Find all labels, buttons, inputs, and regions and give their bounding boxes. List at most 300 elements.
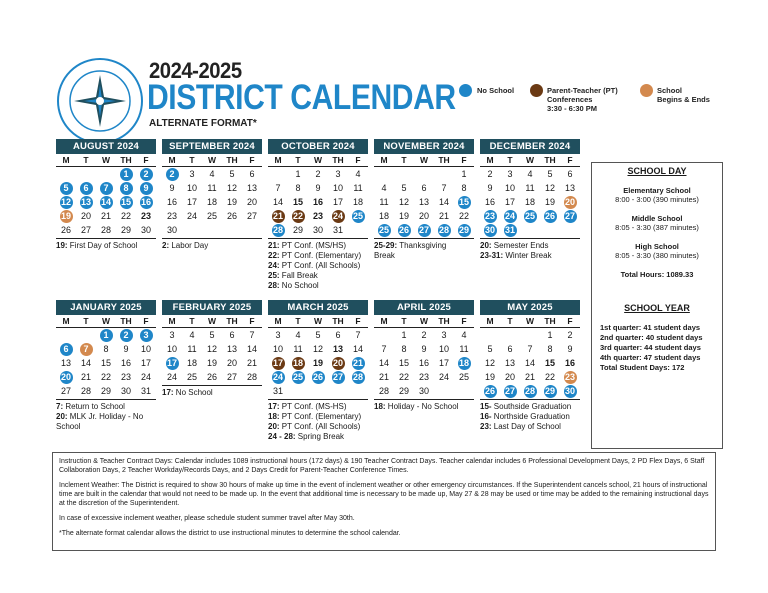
calendar-day: 16: [166, 197, 177, 207]
calendar-day: 24: [186, 211, 197, 221]
month-header: NOVEMBER 2024: [374, 139, 474, 154]
month-note: 23-31: Winter Break: [480, 251, 552, 260]
info-panel: [591, 162, 723, 449]
empty-day: [202, 223, 222, 237]
calendar-day: 13: [80, 197, 91, 207]
calendar-day: 30: [564, 386, 575, 396]
month-note: 20: MLK Jr. Holiday - No: [56, 412, 144, 421]
weekday-label: T: [288, 154, 308, 167]
month-header: JANUARY 2025: [56, 300, 156, 315]
empty-day: [414, 167, 434, 181]
weekday-label: F: [454, 154, 474, 167]
month-march-2025: [268, 300, 368, 442]
calendar-day: 22: [120, 211, 131, 221]
weekday-label: W: [414, 154, 434, 167]
month-january-2025: [56, 300, 156, 432]
calendar-day: 7: [96, 181, 116, 195]
month-note: 23: Last Day of School: [480, 422, 561, 431]
calendar-day: 19: [226, 197, 237, 207]
calendar-day: 3: [335, 169, 341, 179]
elementary-label: Elementary School: [623, 186, 691, 195]
weekday-label: W: [202, 154, 222, 167]
school-begins-legend-label: [657, 86, 710, 104]
calendar-day: 14: [100, 197, 111, 207]
no-school-legend-dot: [459, 84, 472, 97]
empty-day: [76, 167, 96, 181]
calendar-day: 21: [246, 358, 257, 368]
calendar-day: 17: [140, 358, 151, 368]
calendar-day: 8: [295, 183, 301, 193]
weekday-label: M: [56, 315, 76, 328]
month-note: 18: Holiday - No School: [374, 402, 459, 411]
calendar-day: 24: [438, 372, 449, 382]
quarter-2: 2nd quarter: 40 student days: [600, 333, 703, 342]
month-notes: [162, 241, 262, 251]
quarter-1: 1st quarter: 41 student days: [600, 323, 701, 332]
month-divider: [268, 238, 368, 239]
weekday-label: T: [500, 315, 520, 328]
total-student-days: Total Student Days: 172: [600, 363, 685, 372]
month-divider: [56, 399, 156, 400]
calendar-day: 19: [398, 211, 409, 221]
calendar-day: 1: [96, 328, 116, 342]
weekday-label: M: [268, 315, 288, 328]
footer-notes: [52, 452, 716, 551]
weekday-label: M: [374, 154, 394, 167]
calendar-day: 19: [312, 358, 323, 368]
weekday-label: TH: [116, 315, 136, 328]
calendar-day: 28: [80, 386, 91, 396]
calendar-day: 26: [312, 372, 323, 382]
calendar-day: 15: [458, 197, 469, 207]
weekday-label: M: [480, 315, 500, 328]
calendar-day: 6: [229, 330, 235, 340]
month-notes: [56, 402, 156, 432]
weekday-label: F: [454, 315, 474, 328]
calendar-day: 7: [275, 183, 281, 193]
calendar-day: 7: [355, 330, 361, 340]
calendar-day: 9: [315, 183, 321, 193]
calendar-day: 19: [206, 358, 217, 368]
calendar-day: 22: [398, 372, 409, 382]
pt-conference-legend-label: [547, 86, 618, 113]
calendar-day: 28: [272, 225, 283, 235]
weekday-label: W: [308, 315, 328, 328]
calendar-day: 31: [272, 386, 283, 396]
weekday-label: F: [348, 315, 368, 328]
calendar-day: 18: [292, 358, 303, 368]
calendar-day: 4: [189, 330, 195, 340]
month-divider: [56, 238, 156, 239]
calendar-day: 6: [421, 183, 427, 193]
calendar-day: 29: [100, 386, 111, 396]
calendar-day: 29: [292, 225, 303, 235]
weekday-label: M: [268, 154, 288, 167]
calendar-day: 21: [378, 372, 389, 382]
travel-note: In case of excessive inclement weather, please schedule student summer travel after May 30th.: [59, 515, 355, 522]
calendar-day: 31: [140, 386, 151, 396]
calendar-day: 17: [166, 358, 177, 368]
calendar-day: 10: [438, 344, 449, 354]
month-header: MARCH 2025: [268, 300, 368, 315]
empty-day: [500, 328, 520, 342]
weekday-label: T: [288, 315, 308, 328]
calendar-day: 15: [120, 197, 131, 207]
calendar-day: 26: [544, 211, 555, 221]
calendar-day: 7: [76, 342, 96, 356]
month-note: 2: Labor Day: [162, 241, 209, 250]
calendar-day: 2: [421, 330, 427, 340]
calendar-day: 8: [103, 344, 109, 354]
month-note: 16- Northside Graduation: [480, 412, 570, 421]
calendar-day: 16: [312, 197, 323, 207]
calendar-day: 9: [136, 181, 156, 195]
calendar-day: 1: [295, 169, 301, 179]
calendar-day: 1: [547, 330, 553, 340]
calendar-day: 24: [272, 372, 283, 382]
month-february-2025: [162, 300, 262, 398]
calendar-day: 2: [567, 330, 573, 340]
calendar-day: 4: [381, 183, 387, 193]
empty-day: [540, 223, 560, 237]
month-note: School: [56, 422, 81, 431]
month-notes: [268, 241, 368, 291]
calendar-day: 4: [209, 169, 215, 179]
weekday-label: T: [182, 315, 202, 328]
month-divider: [162, 385, 262, 386]
calendar-day: 10: [140, 344, 151, 354]
calendar-day: 6: [335, 330, 341, 340]
empty-day: [434, 167, 454, 181]
calendar-day: 14: [246, 344, 257, 354]
weekday-label: TH: [222, 315, 242, 328]
calendar-day: 17: [504, 197, 515, 207]
weekday-label: M: [56, 154, 76, 167]
month-december-2024: [480, 139, 580, 261]
calendar-day: 7: [441, 183, 447, 193]
calendar-day: 20: [504, 372, 515, 382]
calendar-day: 12: [206, 344, 217, 354]
month-note: 28: No School: [268, 281, 319, 290]
calendar-day: 18: [352, 197, 363, 207]
calendar-day: 30: [140, 225, 151, 235]
weekday-label: W: [308, 154, 328, 167]
weekday-label: TH: [434, 154, 454, 167]
month-header: MAY 2025: [480, 300, 580, 315]
calendar-day: 24: [140, 372, 151, 382]
month-divider: [162, 238, 262, 239]
calendar-day: 5: [547, 169, 553, 179]
calendar-day: 29: [398, 386, 409, 396]
month-note: 21: PT Conf. (MS/HS): [268, 241, 347, 250]
calendar-day: 11: [459, 344, 469, 354]
calendar-day: 16: [120, 358, 131, 368]
calendar-day: 26: [60, 225, 71, 235]
weekday-label: W: [96, 154, 116, 167]
month-header: APRIL 2025: [374, 300, 474, 315]
month-divider: [374, 238, 474, 239]
empty-day: [268, 167, 288, 181]
calendar-day: 28: [246, 372, 257, 382]
calendar-day: 21: [80, 372, 91, 382]
total-hours: Total Hours: 1089.33: [620, 270, 694, 279]
page-title: DISTRICT CALENDAR: [147, 78, 456, 117]
calendar-day: 23: [564, 372, 575, 382]
weekday-label: TH: [434, 315, 454, 328]
calendar-day: 8: [116, 181, 136, 195]
calendar-day: 26: [226, 211, 237, 221]
calendar-day: 1: [461, 169, 467, 179]
month-note: 17: PT Conf. (MS-HS): [268, 402, 347, 411]
calendar-day: 21: [524, 372, 535, 382]
month-notes: [374, 402, 474, 412]
month-october-2024: [268, 139, 368, 291]
calendar-day: 23: [166, 211, 177, 221]
calendar-day: 12: [544, 183, 555, 193]
calendar-day: 5: [487, 344, 493, 354]
calendar-day: 11: [353, 183, 363, 193]
calendar-day: 2: [162, 167, 182, 181]
month-header: SEPTEMBER 2024: [162, 139, 262, 154]
calendar-day: 20: [246, 197, 257, 207]
weekday-label: TH: [222, 154, 242, 167]
calendar-day: 14: [378, 358, 389, 368]
calendar-day: 3: [441, 330, 447, 340]
calendar-day: 24: [166, 372, 177, 382]
empty-day: [560, 223, 580, 237]
calendar-day: 10: [332, 183, 343, 193]
calendar-day: 13: [60, 358, 71, 368]
weekday-label: TH: [116, 154, 136, 167]
calendar-day: 21: [272, 211, 283, 221]
calendar-day: 6: [56, 342, 76, 356]
calendar-day: 26: [206, 372, 217, 382]
month-header: FEBRUARY 2025: [162, 300, 262, 315]
month-note: 15- Southside Graduation: [480, 402, 572, 411]
calendar-day: 5: [209, 330, 215, 340]
calendar-day: 24: [332, 211, 343, 221]
empty-day: [394, 167, 414, 181]
calendar-day: 25: [352, 211, 363, 221]
weekday-label: W: [520, 315, 540, 328]
calendar-day: 11: [525, 183, 535, 193]
pt-legend-line3: 3:30 - 6:30 PM: [547, 104, 598, 113]
pt-legend-line2: Conferences: [547, 95, 593, 104]
calendar-day: 23: [484, 211, 495, 221]
calendar-day: 6: [249, 169, 255, 179]
calendar-day: 27: [246, 211, 257, 221]
month-divider: [268, 399, 368, 400]
empty-day: [520, 328, 540, 342]
calendar-day: 30: [312, 225, 323, 235]
calendar-day: 30: [120, 386, 131, 396]
calendar-day: 20: [564, 197, 575, 207]
month-note: 24 - 28: Spring Break: [268, 432, 345, 441]
calendar-day: 16: [140, 197, 151, 207]
month-note: 18: PT Conf. (Elementary): [268, 412, 362, 421]
calendar-day: 12: [398, 197, 409, 207]
calendar-day: 11: [187, 344, 197, 354]
calendar-day: 3: [136, 328, 156, 342]
month-september-2024: [162, 139, 262, 251]
empty-day: [328, 384, 348, 398]
school-year-heading: SCHOOL YEAR: [624, 303, 690, 313]
month-divider: [480, 238, 580, 239]
calendar-day: 20: [332, 358, 343, 368]
calendar-day: 8: [547, 344, 553, 354]
weekday-label: W: [202, 315, 222, 328]
weekday-label: F: [136, 315, 156, 328]
month-notes: [268, 402, 368, 442]
calendar-day: 28: [378, 386, 389, 396]
calendar-day: 25: [378, 225, 389, 235]
middle-hours: 8:05 - 3:30 (387 minutes): [615, 223, 699, 232]
calendar-day: 11: [207, 183, 217, 193]
middle-label: Middle School: [631, 214, 683, 223]
calendar-day: 27: [332, 372, 343, 382]
month-header: OCTOBER 2024: [268, 139, 368, 154]
calendar-day: 19: [544, 197, 555, 207]
calendar-day: 27: [80, 225, 91, 235]
calendar-day: 15: [292, 197, 303, 207]
calendar-day: 30: [484, 225, 495, 235]
calendar-day: 13: [418, 197, 429, 207]
month-divider: [480, 399, 580, 400]
weekday-label: T: [76, 315, 96, 328]
month-notes: [374, 241, 474, 261]
calendar-day: 17: [438, 358, 449, 368]
calendar-day: 26: [484, 386, 495, 396]
calendar-day: 15: [100, 358, 111, 368]
calendar-day: 30: [166, 225, 177, 235]
month-note: 19: First Day of School: [56, 241, 138, 250]
inclement-weather-note: Inclement Weather: The District is required to show 30 hours of make up time in the event of inclement weather or other emergency circumstances. If the Superintendent cancels school, 21 hours of instructional time are built in the calendar that would not need to be made up. In the event that additional time is necessary to be made up, May 27 & 28 may be used or time may be added to the remaining instructional days at the discretion of the Superintendent.: [59, 482, 709, 507]
calendar-day: 16: [564, 358, 575, 368]
calendar-day: 1: [116, 167, 136, 181]
empty-day: [182, 223, 202, 237]
empty-day: [76, 328, 96, 342]
weekday-label: F: [242, 315, 262, 328]
calendar-day: 16: [484, 197, 495, 207]
weekday-label: T: [76, 154, 96, 167]
weekday-label: TH: [328, 315, 348, 328]
calendar-day: 13: [226, 344, 237, 354]
month-april-2025: [374, 300, 474, 412]
calendar-day: 5: [315, 330, 321, 340]
calendar-day: 20: [418, 211, 429, 221]
calendar-day: 2: [116, 328, 136, 342]
weekday-label: T: [394, 315, 414, 328]
calendar-day: 25: [186, 372, 197, 382]
month-notes: [480, 241, 580, 261]
pt-conference-legend-dot: [530, 84, 543, 97]
month-note: 7: Return to School: [56, 402, 125, 411]
calendar-day: 6: [76, 181, 96, 195]
weekday-label: TH: [328, 154, 348, 167]
weekday-label: M: [480, 154, 500, 167]
empty-day: [308, 384, 328, 398]
calendar-day: 30: [418, 386, 429, 396]
calendar-day: 26: [398, 225, 409, 235]
calendar-day: 1: [401, 330, 407, 340]
calendar-day: 14: [352, 344, 363, 354]
calendar-day: 27: [226, 372, 237, 382]
calendar-day: 13: [332, 344, 343, 354]
calendar-day: 5: [401, 183, 407, 193]
calendar-day: 19: [60, 211, 71, 221]
calendar-day: 23: [312, 211, 323, 221]
calendar-day: 14: [524, 358, 535, 368]
month-header: AUGUST 2024: [56, 139, 156, 154]
district-logo: [56, 57, 144, 145]
calendar-day: 25: [292, 372, 303, 382]
month-divider: [374, 399, 474, 400]
calendar-day: 21: [100, 211, 111, 221]
calendar-day: 15: [544, 358, 555, 368]
empty-day: [96, 167, 116, 181]
calendar-day: 17: [272, 358, 283, 368]
calendar-day: 2: [315, 169, 321, 179]
weekday-label: M: [162, 315, 182, 328]
instruction-note: Instruction & Teacher Contract Days: Calendar includes 1089 instructional hours (172 days) & 190 Teacher Contract Days. Teacher calendar includes 6 Professional Development Days, 2 PD Flex Days, 6 Staff Collaboration Days, 2 Teacher Workday/Records Days, and 2 Days Credit for Parent-Teacher Conference Times.: [59, 458, 705, 474]
calendar-day: 9: [169, 183, 175, 193]
month-may-2025: [480, 300, 580, 432]
calendar-day: 10: [166, 344, 177, 354]
empty-day: [374, 167, 394, 181]
alternate-format-note: *The alternate format calendar allows the district to use instructional minutes to determine the school calendar.: [59, 530, 401, 537]
month-note: 20: Semester Ends: [480, 241, 549, 250]
calendar-day: 31: [504, 225, 515, 235]
calendar-day: 14: [272, 197, 283, 207]
calendar-day: 22: [544, 372, 555, 382]
calendar-day: 20: [80, 211, 91, 221]
empty-day: [434, 384, 454, 398]
weekday-label: F: [560, 154, 580, 167]
calendar-day: 23: [120, 372, 131, 382]
month-note: Break: [374, 251, 395, 260]
calendar-day: 29: [458, 225, 469, 235]
calendar-day: 25: [524, 211, 535, 221]
calendar-day: 13: [564, 183, 575, 193]
calendar-day: 9: [421, 344, 427, 354]
weekday-label: TH: [540, 315, 560, 328]
calendar-day: 3: [189, 169, 195, 179]
calendar-day: 10: [504, 183, 515, 193]
calendar-day: 22: [100, 372, 111, 382]
weekday-label: F: [348, 154, 368, 167]
calendar-day: 6: [507, 344, 513, 354]
month-note: 22: PT Conf. (Elementary): [268, 251, 362, 260]
calendar-day: 6: [567, 169, 573, 179]
calendar-day: 27: [564, 211, 575, 221]
calendar-day: 8: [401, 344, 407, 354]
calendar-day: 14: [80, 358, 91, 368]
calendar-day: 3: [275, 330, 281, 340]
calendar-day: 27: [60, 386, 71, 396]
calendar-day: 28: [352, 372, 363, 382]
calendar-day: 23: [140, 211, 151, 221]
calendar-day: 18: [458, 358, 469, 368]
calendar-day: 7: [381, 344, 387, 354]
weekday-label: TH: [540, 154, 560, 167]
weekday-label: W: [96, 315, 116, 328]
month-note: 25-29: Thanksgiving: [374, 241, 447, 250]
calendar-day: 28: [100, 225, 111, 235]
calendar-day: 13: [504, 358, 515, 368]
calendar-day: 7: [527, 344, 533, 354]
calendar-day: 9: [487, 183, 493, 193]
calendar-day: 18: [378, 211, 389, 221]
